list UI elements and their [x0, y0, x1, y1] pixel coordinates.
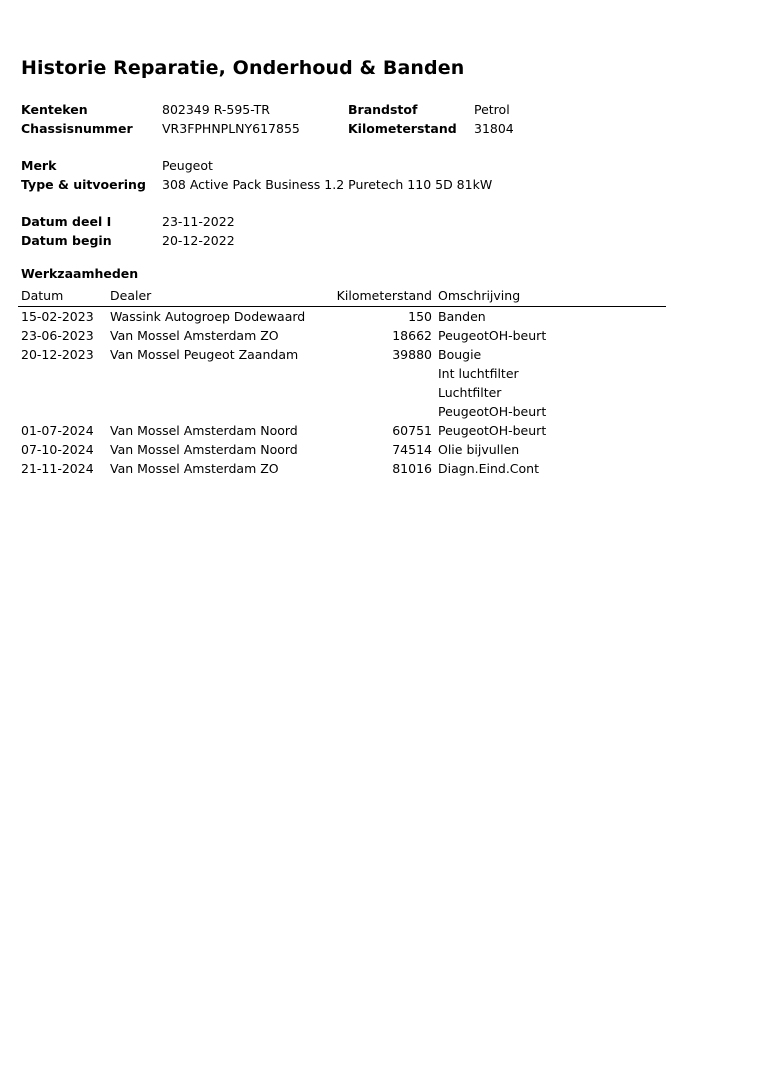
- cell-omschrijving: Diagn.Eind.Cont: [438, 461, 539, 476]
- datum-deel-value: 23-11-2022: [162, 214, 235, 229]
- werkzaamheden-title: Werkzaamheden: [21, 266, 139, 281]
- table-row: [18, 402, 666, 421]
- header-kilometerstand: Kilometerstand: [307, 288, 435, 307]
- cell-omschrijving: Bougie: [438, 347, 482, 362]
- cell-omschrijving: PeugeotOH-beurt: [438, 328, 547, 343]
- table-row: [18, 440, 666, 459]
- cell-omschrijving: PeugeotOH-beurt: [438, 404, 547, 419]
- cell-dealer: Van Mossel Amsterdam ZO: [110, 461, 279, 476]
- cell-omschrijving: Luchtfilter: [438, 385, 502, 400]
- werkzaamheden-table: [18, 288, 666, 478]
- cell-kilometerstand: 150: [408, 309, 432, 324]
- brandstof-label: Brandstof: [348, 102, 418, 117]
- header-omschrijving: Omschrijving: [435, 288, 666, 307]
- cell-datum: 01-07-2024: [21, 423, 94, 438]
- header-datum: Datum: [18, 288, 107, 307]
- cell-kilometerstand: 81016: [392, 461, 432, 476]
- cell-dealer: Van Mossel Amsterdam Noord: [110, 423, 298, 438]
- cell-datum: 23-06-2023: [21, 328, 94, 343]
- cell-datum: 07-10-2024: [21, 442, 94, 457]
- cell-kilometerstand: 18662: [392, 328, 432, 343]
- kilometerstand-label: Kilometerstand: [348, 121, 457, 136]
- table-row: [18, 364, 666, 383]
- cell-datum: 21-11-2024: [21, 461, 94, 476]
- cell-dealer: [107, 364, 307, 383]
- cell-kilometerstand: 39880: [392, 347, 432, 362]
- kenteken-value: 802349 R-595-TR: [162, 102, 270, 117]
- page-title: Historie Reparatie, Onderhoud & Banden: [21, 57, 465, 79]
- cell-dealer: Van Mossel Amsterdam ZO: [110, 328, 279, 343]
- chassis-value: VR3FPHNPLNY617855: [162, 121, 300, 136]
- datum-deel-label: Datum deel I: [21, 214, 112, 229]
- table-row: [18, 459, 666, 478]
- cell-kilometerstand: 74514: [392, 442, 432, 457]
- table-row: [18, 383, 666, 402]
- cell-dealer: Wassink Autogroep Dodewaard: [110, 309, 306, 324]
- cell-omschrijving: Olie bijvullen: [438, 442, 520, 457]
- cell-dealer: Van Mossel Peugeot Zaandam: [110, 347, 299, 362]
- table-row: [18, 326, 666, 345]
- cell-datum: 15-02-2023: [21, 309, 94, 324]
- cell-datum: [18, 402, 107, 421]
- merk-value: Peugeot: [162, 158, 213, 173]
- kilometerstand-value: 31804: [474, 121, 514, 136]
- table-row: [18, 345, 666, 364]
- chassis-label: Chassisnummer: [21, 121, 133, 136]
- cell-kilometerstand: [307, 364, 435, 383]
- table-header-row: [18, 288, 666, 307]
- cell-datum: [18, 383, 107, 402]
- cell-kilometerstand: 60751: [392, 423, 432, 438]
- header-dealer: Dealer: [107, 288, 307, 307]
- table-row: [18, 307, 666, 327]
- cell-kilometerstand: [307, 402, 435, 421]
- cell-omschrijving: Banden: [438, 309, 486, 324]
- merk-label: Merk: [21, 158, 57, 173]
- cell-dealer: [107, 402, 307, 421]
- cell-kilometerstand: [307, 383, 435, 402]
- cell-omschrijving: PeugeotOH-beurt: [438, 423, 547, 438]
- datum-begin-label: Datum begin: [21, 233, 112, 248]
- cell-omschrijving: Int luchtfilter: [438, 366, 519, 381]
- table-row: [18, 421, 666, 440]
- kenteken-label: Kenteken: [21, 102, 88, 117]
- cell-datum: 20-12-2023: [21, 347, 94, 362]
- cell-datum: [18, 364, 107, 383]
- type-label: Type & uitvoering: [21, 177, 146, 192]
- cell-dealer: Van Mossel Amsterdam Noord: [110, 442, 298, 457]
- cell-dealer: [107, 383, 307, 402]
- type-value: 308 Active Pack Business 1.2 Puretech 110 5D 81kW: [162, 177, 493, 192]
- datum-begin-value: 20-12-2022: [162, 233, 235, 248]
- brandstof-value: Petrol: [474, 102, 510, 117]
